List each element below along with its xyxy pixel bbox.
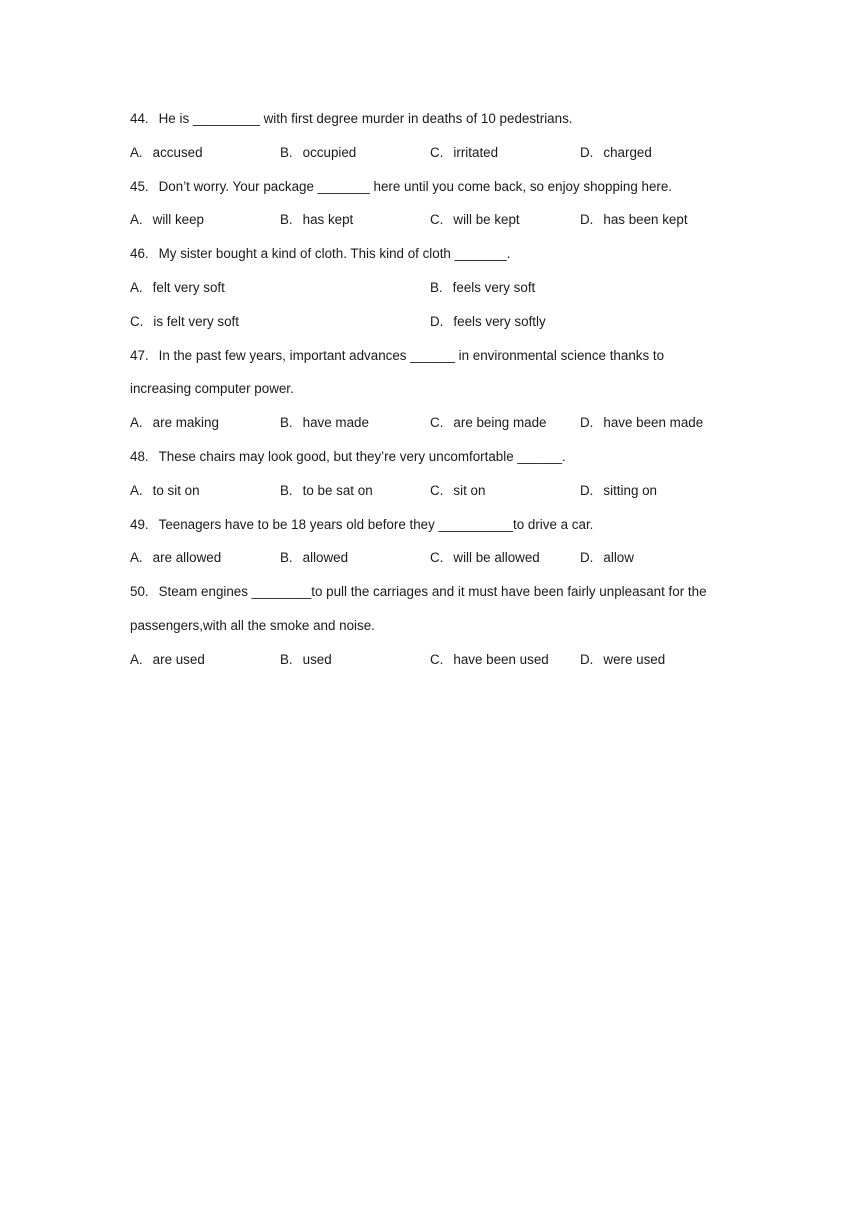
question-text: increasing computer power. [130,381,294,397]
option-c: C. is felt very soft [130,313,239,329]
option-b: B. feels very soft [430,279,536,295]
option-a: A. are making [130,415,219,431]
option-d: D. sitting on [580,482,658,498]
question-text: My sister bought a kind of cloth. This kind of cloth _______. [158,246,511,262]
option-d: D. charged [580,144,652,160]
question-49-stem [130,516,750,533]
exercise-page [130,110,750,685]
question-number: 48. [130,448,149,464]
question-46-options-row1 [130,279,750,296]
question-number: 44. [130,111,149,126]
option-a: A. accused [130,144,203,160]
option-a: A. are allowed [130,550,222,566]
option-d: D. has been kept [580,212,688,228]
option-c: C. are being made [430,415,547,431]
question-46-stem [130,245,750,262]
question-47-options [130,414,750,431]
option-a: A. to sit on [130,482,200,498]
option-a: A. are used [130,651,205,667]
option-c: C. sit on [430,482,486,498]
question-47-stem-continued [130,380,750,397]
option-b: B. to be sat on [280,482,373,498]
option-c: C. irritated [430,144,499,160]
question-50-options [130,651,750,668]
option-b: B. used [280,651,332,667]
question-48-stem [130,448,750,465]
question-text: These chairs may look good, but they’re very uncomfortable ______. [158,448,566,464]
option-a: A. will keep [130,212,205,228]
question-text: passengers,with all the smoke and noise. [130,617,375,633]
question-number: 49. [130,516,149,532]
question-number: 45. [130,178,149,194]
question-45-stem [130,178,750,195]
question-44-stem [130,110,750,127]
question-text: Don’t worry. Your package _______ here until you come back, so enjoy shopping here. [158,178,673,194]
question-text: Teenagers have to be 18 years old before they __________to drive a car. [158,516,594,532]
option-a: A. felt very soft [130,279,225,295]
question-46-options-row2 [130,313,750,330]
option-c: C. will be allowed [430,550,540,566]
question-45-options [130,211,750,228]
option-c: C. will be kept [430,212,520,228]
option-d: D. have been made [580,415,704,431]
option-b: B. allowed [280,550,349,566]
question-50-stem [130,583,750,600]
option-b: B. has kept [280,212,354,228]
question-49-options [130,549,750,566]
question-number: 50. [130,584,149,600]
question-50-stem-continued [130,617,750,634]
option-c: C. have been used [430,651,549,667]
question-47-stem [130,347,750,364]
question-number: 47. [130,347,149,363]
question-text: He is _________ with first degree murder in deaths of 10 pedestrians. [158,111,573,126]
question-number: 46. [130,246,149,262]
option-b: B. occupied [280,144,357,160]
question-48-options [130,482,750,499]
option-d: D. allow [580,550,634,566]
option-b: B. have made [280,415,369,431]
option-d: D. feels very softly [430,313,546,329]
option-d: D. were used [580,651,666,667]
question-text: Steam engines ________to pull the carriages and it must have been fairly unpleasant for the [158,584,707,600]
question-text: In the past few years, important advances ______ in environmental science thanks to [158,347,665,363]
question-44-options [130,144,750,161]
